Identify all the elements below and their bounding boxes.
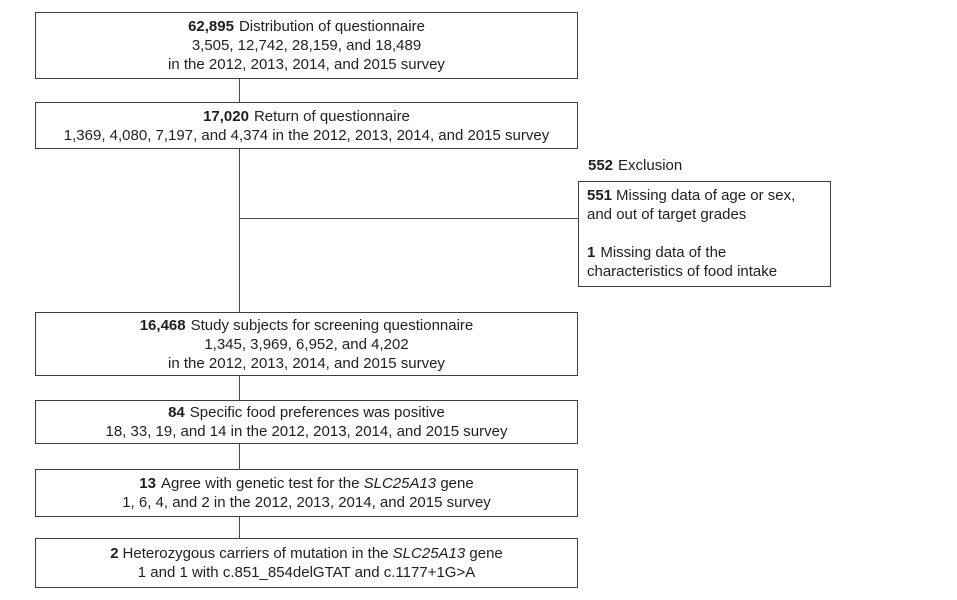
count-label: 551 [587, 187, 613, 204]
exclusion-item [587, 243, 824, 281]
exclusion-item [587, 186, 824, 224]
box-detail: 18, 33, 19, and 14 in the 2012, 2013, 2014, and 2015 survey [105, 423, 508, 440]
connector-genetic-to-carriers [239, 517, 240, 538]
count-label: 84 [168, 404, 185, 421]
box-detail: in the 2012, 2013, 2014, and 2015 survey [168, 354, 445, 372]
connector-return-to-screening [239, 149, 240, 312]
flow-box-carriers [35, 538, 578, 588]
connector-preferences-to-genetic [239, 444, 240, 469]
flow-box-preferences [35, 400, 578, 444]
count-label: 16,468 [139, 316, 186, 334]
gene-name: SLC25A13 [392, 545, 466, 562]
flow-box-genetic-test [35, 469, 578, 517]
connector-distribution-to-return [239, 79, 240, 102]
box-title: Distribution of questionnaire [238, 18, 425, 35]
count-label: 1 [587, 244, 596, 261]
box-title-line [36, 403, 577, 422]
box-title-post: gene [436, 475, 474, 492]
box-detail: 3,505, 12,742, 28,159, and 18,489 [191, 37, 422, 54]
box-detail: 1 and 1 with c.851_854delGTAT and c.1177+1G>A [137, 564, 476, 581]
box-title-line [36, 544, 577, 563]
box-detail: 1, 6, 4, and 2 in the 2012, 2013, 2014, and 2015 survey [122, 494, 491, 511]
flow-box-return [35, 102, 578, 149]
box-title: Study subjects for screening questionnaire [190, 316, 474, 334]
exclusion-label-text: Exclusion [618, 157, 683, 174]
box-title: Return of questionnaire [253, 107, 410, 125]
flow-box-distribution [35, 12, 578, 79]
box-title-line [36, 474, 577, 493]
flow-box-screening [35, 312, 578, 376]
count-label: 552 [588, 157, 614, 174]
count-label: 13 [139, 475, 156, 492]
box-title-line [36, 107, 577, 126]
count-label: 17,020 [203, 107, 249, 125]
connector-branch-to-exclusion [239, 218, 578, 219]
box-title-line [36, 17, 577, 36]
box-detail: 1,345, 3,969, 6,952, and 4,202 [204, 335, 409, 353]
exclusion-item-text: Missing data of age or sex, and out of target grades [587, 187, 796, 223]
flow-box-exclusion [578, 181, 831, 287]
box-title: Specific food preferences was positive [189, 404, 445, 421]
box-detail: 1,369, 4,080, 7,197, and 4,374 in the 2012, 2013, 2014, and 2015 survey [63, 126, 550, 144]
count-label: 2 [110, 545, 119, 562]
exclusion-item-text: Missing data of the characteristics of food intake [587, 244, 778, 280]
count-label: 62,895 [188, 18, 234, 35]
box-title-pre: Heterozygous carriers of mutation in the [122, 545, 393, 562]
box-title-pre: Agree with genetic test for the [160, 475, 364, 492]
gene-name: SLC25A13 [363, 475, 437, 492]
box-title-post: gene [465, 545, 503, 562]
connector-screening-to-preferences [239, 376, 240, 400]
box-detail: in the 2012, 2013, 2014, and 2015 survey [168, 56, 445, 73]
box-title-line [36, 316, 577, 335]
exclusion-label [588, 156, 682, 175]
